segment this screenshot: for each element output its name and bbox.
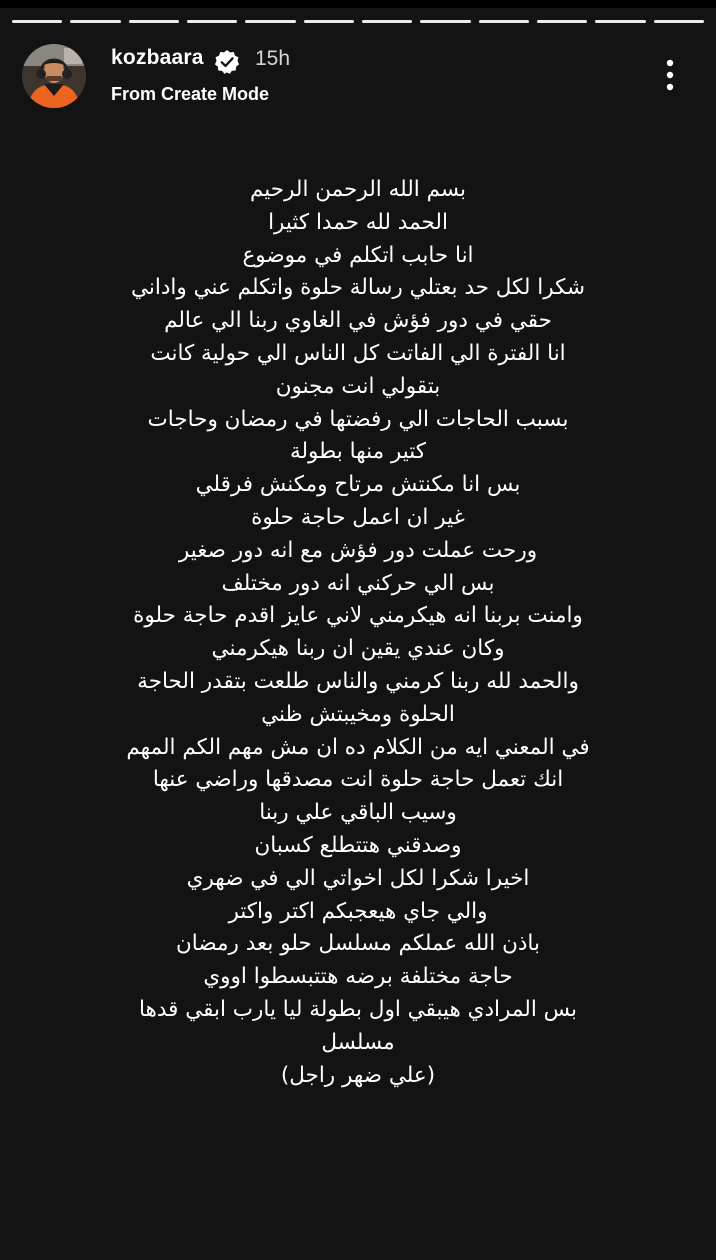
story-line: بس انا مكنتش مرتاح ومكنش فرقلي bbox=[195, 472, 521, 498]
story-line: اخيرا شكرا لكل اخواتي الي في ضهري bbox=[186, 865, 530, 891]
story-line: مسلسل bbox=[321, 1029, 395, 1055]
story-line: والحمد لله ربنا كرمني والناس طلعت بتقدر الحاجة bbox=[137, 668, 579, 694]
story-line: حقي في دور فؤش في الغاوي ربنا الي عالم bbox=[164, 308, 552, 334]
story-line: باذن الله عملكم مسلسل حلو بعد رمضان bbox=[176, 931, 540, 957]
story-line: الحلوة ومخيبتش ظني bbox=[261, 701, 455, 727]
story-line: شكرا لكل حد بعتلي رسالة حلوة واتكلم عني واداني bbox=[130, 275, 586, 301]
progress-segment bbox=[70, 20, 120, 23]
story-line: وصدقني هتتطلع كسبان bbox=[254, 832, 462, 858]
story-line: الحمد لله حمدا كثيرا bbox=[268, 209, 448, 235]
progress-segment bbox=[187, 20, 237, 23]
story-line: والي جاي هيعجبكم اكتر واكتر bbox=[228, 898, 488, 924]
story-line: بس الي حركني انه دور مختلف bbox=[221, 570, 495, 596]
story-line: انا الفترة الي الفاتت كل الناس الي حولية كانت bbox=[150, 340, 566, 366]
story-line: بسم الله الرحمن الرحيم bbox=[249, 177, 467, 202]
more-vertical-icon bbox=[658, 58, 682, 94]
story-line: انك تعمل حاجة حلوة انت مصدقها وراضي عنها bbox=[152, 767, 564, 793]
verified-badge-icon bbox=[214, 49, 240, 75]
story-line: بتقولي انت مجنون bbox=[275, 373, 441, 399]
progress-segment bbox=[304, 20, 354, 23]
more-options-button[interactable] bbox=[658, 58, 682, 94]
story-line: (علي ضهر راجل) bbox=[280, 1062, 436, 1088]
avatar-photo-icon bbox=[22, 44, 86, 108]
status-bar bbox=[0, 0, 716, 8]
story-line: وامنت بربنا انه هيكرمني لاني عايز اقدم حاجة حلوة bbox=[133, 603, 583, 629]
story-line: في المعني ايه من الكلام ده ان مش مهم الكم المهم bbox=[126, 734, 590, 760]
story-source-label: From Create Mode bbox=[111, 84, 270, 104]
progress-segment bbox=[420, 20, 470, 23]
avatar[interactable] bbox=[22, 44, 86, 108]
progress-segment bbox=[245, 20, 295, 23]
story-progress-bar bbox=[12, 20, 704, 23]
story-header bbox=[22, 44, 694, 110]
progress-segment bbox=[654, 20, 704, 23]
progress-segment bbox=[12, 20, 62, 23]
progress-segment bbox=[537, 20, 587, 23]
username-link[interactable]: kozbaara bbox=[111, 46, 204, 69]
story-text bbox=[108, 174, 608, 1092]
progress-segment bbox=[129, 20, 179, 23]
story-line: وسيب الباقي علي ربنا bbox=[259, 800, 457, 826]
progress-segment bbox=[595, 20, 645, 23]
story-line: بس المرادي هيبقي اول بطولة ليا يارب ابقي قدها bbox=[138, 996, 578, 1022]
story-line: كتير منها بطولة bbox=[289, 439, 426, 465]
story-line: انا حابب اتكلم في موضوع bbox=[242, 242, 474, 268]
story-line: ورحت عملت دور فؤش مع انه دور صغير bbox=[178, 537, 538, 563]
progress-segment bbox=[479, 20, 529, 23]
story-line: حاجة مختلفة برضه هتتبسطوا اووي bbox=[203, 964, 513, 990]
story-line: بسبب الحاجات الي رفضتها في رمضان وحاجات bbox=[147, 406, 569, 432]
post-time: 15h bbox=[255, 47, 291, 70]
progress-segment bbox=[362, 20, 412, 23]
story-line: غير ان اعمل حاجة حلوة bbox=[251, 504, 465, 530]
story-line: وكان عندي يقين ان ربنا هيكرمني bbox=[211, 636, 505, 662]
